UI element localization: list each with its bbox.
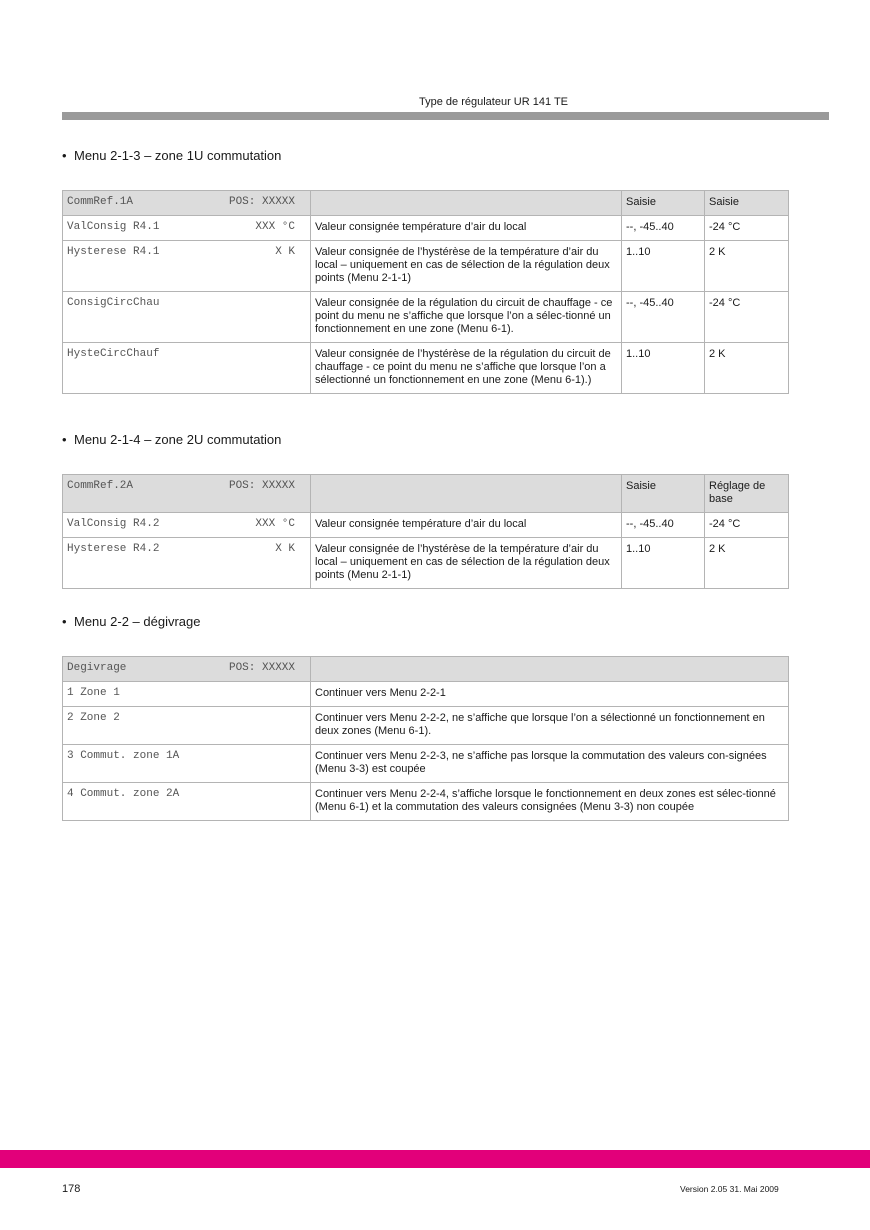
section-heading-text: Menu 2-2 – dégivrage — [74, 614, 201, 629]
lcd-value: XXX °C — [255, 221, 295, 233]
lcd-label: 2 Zone 2 — [67, 712, 120, 724]
lcd-cell — [63, 191, 311, 216]
description-cell: Valeur consignée température d’air du local — [311, 216, 622, 241]
lcd-label: ConsigCircChau — [67, 297, 160, 309]
page-number: 178 — [62, 1183, 81, 1195]
lcd-label: CommRef.2A — [67, 480, 134, 492]
table-row — [63, 538, 789, 589]
default-cell: -24 °C — [705, 292, 789, 343]
menu-2-2-table — [62, 656, 789, 821]
lcd-cell — [63, 745, 311, 783]
description-header — [311, 191, 622, 216]
lcd-position: POS: XXXXX — [228, 480, 295, 492]
table-row — [63, 707, 789, 745]
column-header: Saisie — [622, 191, 705, 216]
table-header-row — [63, 191, 789, 216]
description-header — [311, 657, 789, 682]
lcd-label: 4 Commut. zone 2A — [67, 788, 180, 800]
description-cell: Valeur consignée de l’hystérèse de la température d’air du local – uniquement en cas de sélection de la régulation deux points (Menu 2-1-1) — [311, 538, 622, 589]
lcd-cell — [63, 682, 311, 707]
range-cell: 1..10 — [622, 343, 705, 394]
description-cell: Valeur consignée température d’air du local — [311, 513, 622, 538]
bullet-icon: • — [62, 148, 67, 163]
header-rule — [62, 112, 829, 120]
lcd-position: POS: XXXXX — [228, 662, 295, 674]
section-heading-menu-2-1-4 — [62, 432, 281, 447]
default-cell: 2 K — [705, 343, 789, 394]
lcd-cell — [63, 216, 311, 241]
description-header — [311, 475, 622, 513]
table-header-row — [63, 657, 789, 682]
bullet-icon: • — [62, 432, 67, 447]
table-row — [63, 216, 789, 241]
lcd-label: ValConsig R4.2 — [67, 518, 160, 530]
description-cell: Continuer vers Menu 2-2-1 — [311, 682, 789, 707]
table-row — [63, 745, 789, 783]
range-cell: --, -45..40 — [622, 292, 705, 343]
table-row — [63, 682, 789, 707]
menu-2-1-3-table — [62, 190, 789, 394]
description-cell: Continuer vers Menu 2-2-4, s’affiche lorsque le fonctionnement en deux zones est sélec-tionné (Menu 6-1) et la commutation des valeurs consignées (Menu 3-3) non coupée — [311, 783, 789, 821]
lcd-label: 1 Zone 1 — [67, 687, 120, 699]
section-heading-menu-2-1-3 — [62, 148, 281, 163]
section-heading-menu-2-2 — [62, 614, 200, 629]
table-header-row — [63, 475, 789, 513]
description-cell: Valeur consignée de la régulation du circuit de chauffage - ce point du menu ne s’affiche que lorsque l’on a sélec-tionné un fonctionnement en une zone (Menu 6-1). — [311, 292, 622, 343]
document-header-title: Type de régulateur UR 141 TE — [419, 96, 568, 108]
description-cell: Valeur consignée de l’hystérèse de la régulation du circuit de chauffage - ce point du menu ne s’affiche que lorsque l’on a sélectionné un fonctionnement en une zone (Menu 6-1).) — [311, 343, 622, 394]
lcd-label: Hysterese R4.2 — [67, 543, 160, 555]
table-row — [63, 343, 789, 394]
section-heading-text: Menu 2-1-3 – zone 1U commutation — [74, 148, 282, 163]
lcd-cell — [63, 657, 311, 682]
lcd-cell — [63, 343, 311, 394]
table-row — [63, 513, 789, 538]
default-cell: 2 K — [705, 241, 789, 292]
lcd-cell — [63, 241, 311, 292]
range-cell: 1..10 — [622, 538, 705, 589]
table-row — [63, 783, 789, 821]
column-header: Saisie — [705, 191, 789, 216]
description-cell: Valeur consignée de l’hystérèse de la température d’air du local – uniquement en cas de sélection de la régulation deux points (Menu 2-1-1) — [311, 241, 622, 292]
lcd-label: Degivrage — [67, 662, 127, 674]
description-cell: Continuer vers Menu 2-2-3, ne s’affiche pas lorsque la commutation des valeurs con-signées (Menu 3-3) est coupée — [311, 745, 789, 783]
lcd-cell — [63, 292, 311, 343]
footer-version: Version 2.05 31. Mai 2009 — [680, 1184, 779, 1194]
lcd-value: X K — [275, 246, 295, 258]
description-cell: Continuer vers Menu 2-2-2, ne s’affiche que lorsque l’on a sélectionné un fonctionnement en deux zones (Menu 6-1). — [311, 707, 789, 745]
column-header: Réglage de base — [705, 475, 789, 513]
lcd-label: CommRef.1A — [67, 196, 134, 208]
range-cell: --, -45..40 — [622, 513, 705, 538]
table-row — [63, 292, 789, 343]
default-cell: 2 K — [705, 538, 789, 589]
range-cell: --, -45..40 — [622, 216, 705, 241]
lcd-label: ValConsig R4.1 — [67, 221, 160, 233]
lcd-cell — [63, 707, 311, 745]
lcd-cell — [63, 538, 311, 589]
table-row — [63, 241, 789, 292]
section-heading-text: Menu 2-1-4 – zone 2U commutation — [74, 432, 282, 447]
lcd-value: XXX °C — [255, 518, 295, 530]
lcd-value: X K — [275, 543, 295, 555]
default-cell: -24 °C — [705, 513, 789, 538]
lcd-label: HysteCircChauf — [67, 348, 160, 360]
footer-accent-bar — [0, 1150, 870, 1168]
lcd-label: 3 Commut. zone 1A — [67, 750, 180, 762]
column-header: Saisie — [622, 475, 705, 513]
menu-2-1-4-table — [62, 474, 789, 589]
lcd-cell — [63, 475, 311, 513]
lcd-cell — [63, 513, 311, 538]
bullet-icon: • — [62, 614, 67, 629]
lcd-cell — [63, 783, 311, 821]
lcd-label: Hysterese R4.1 — [67, 246, 160, 258]
default-cell: -24 °C — [705, 216, 789, 241]
range-cell: 1..10 — [622, 241, 705, 292]
lcd-position: POS: XXXXX — [228, 196, 295, 208]
